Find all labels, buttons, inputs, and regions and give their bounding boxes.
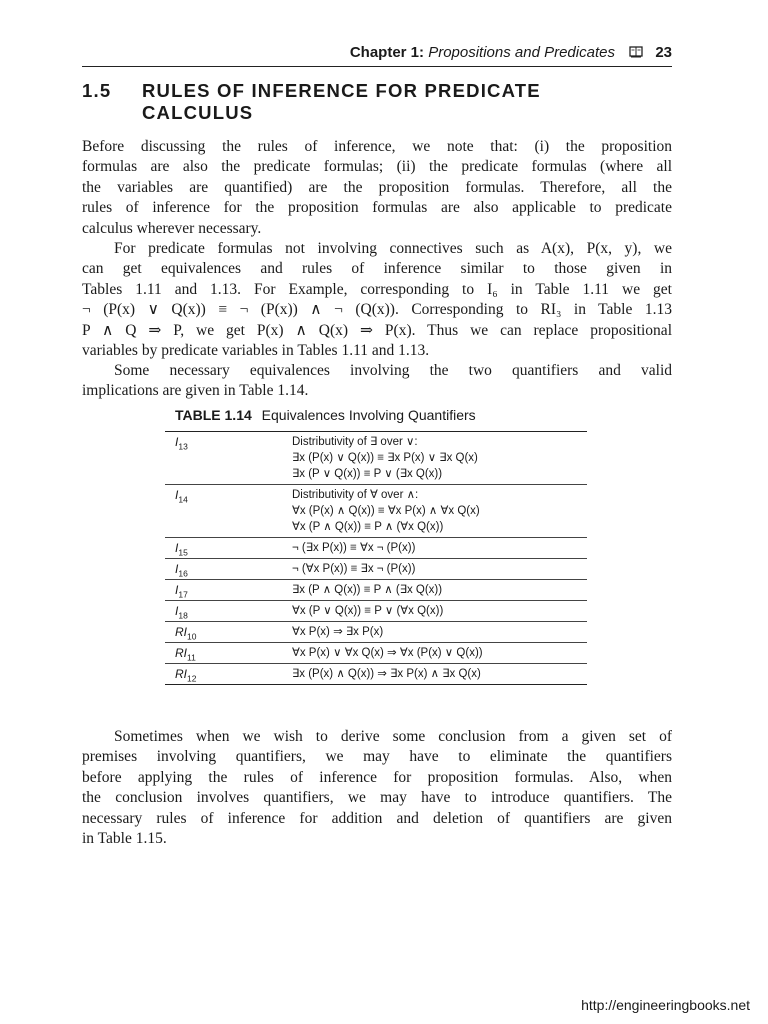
rule-subscript: 15 [178,547,188,558]
table-row [165,622,587,643]
table-row [165,601,587,622]
rule-label [175,646,196,662]
paragraph-quantifier-rules [82,727,672,849]
rule-expressions [292,643,587,663]
table-row [165,559,587,580]
table-title: Equivalences Involving Quantifiers [261,407,476,423]
running-header [82,42,672,67]
text-line: variables by predicate variables in Tables 1.11 and 1.13. [82,342,430,360]
text-line: formulas are also the predicate formulas; (ii) the predicate formulas (where all [82,158,672,176]
rule-expression: Distributivity of ∃ over ∨: [292,436,418,448]
table-row [165,485,587,538]
rule-name: I [175,435,179,449]
book-icon [629,46,643,58]
text-line: Some necessary equivalences involving the two quantifiers and valid [114,362,672,379]
rule-subscript: 17 [178,589,188,600]
table-row [165,643,587,664]
source-url: http://engineeringbooks.net [581,997,750,1013]
rule-expression: ∀x (P ∨ Q(x)) ≡ P ∨ (∀x Q(x)) [292,605,444,617]
text-line: premises involving quantifiers, we may have to eliminate the quantifiers [82,748,672,766]
rule-name: I [175,488,179,502]
rule-subscript: 12 [187,673,197,684]
rule-name: RI [175,625,187,639]
rule-expression: ∃x (P ∨ Q(x)) ≡ P ∨ (∃x Q(x)) [292,468,443,480]
text-line: the variables are quantified) are the proposition formulas. Therefore, all the [82,178,672,196]
rule-expression: ∃x (P(x) ∨ Q(x)) ≡ ∃x P(x) ∨ ∃x Q(x) [292,452,478,464]
text-line: before applying the rules of inference for proposition formulas. Also, when [82,768,672,786]
rule-name: RI [175,646,187,660]
text-line: For predicate formulas not involving connectives such as A(x), P(x, y), we [114,240,672,257]
rule-expression: ∃x (P ∧ Q(x)) ≡ P ∧ (∃x Q(x)) [292,584,443,596]
rule-expressions [292,432,587,484]
rule-subscript: 10 [187,631,197,642]
text-line: can get equivalences and rules of inference similar to those given in [82,260,672,278]
rule-label [175,562,188,578]
section-number: 1.5 [82,80,112,101]
table-row [165,432,587,485]
text-line: rules of inference for the proposition formulas are also applicable to predicate [82,199,672,217]
text-line: Tables 1.11 and 1.13. For Example, corresponding to I₆ in Table 1.11 we get [82,280,672,298]
rule-label [175,541,188,557]
rule-name: RI [175,667,187,681]
rule-name: I [175,583,179,597]
equivalences-table [165,431,587,685]
rule-name: I [175,604,179,618]
rule-expression: ∃x (P(x) ∧ Q(x)) ⇒ ∃x P(x) ∧ ∃x Q(x) [292,668,481,680]
rule-expressions [292,559,587,579]
rule-subscript: 14 [178,494,188,505]
text-line: implications are given in Table 1.14. [82,382,309,400]
rule-expression: ¬ (∃x P(x)) ≡ ∀x ¬ (P(x)) [292,542,416,554]
table-row [165,664,587,684]
rule-label [175,488,188,504]
rule-subscript: 18 [178,610,188,621]
section-heading [142,80,662,124]
rule-expressions [292,485,587,537]
rule-label [175,625,196,641]
chapter-title: Propositions and Predicates [428,44,615,61]
rule-expressions [292,538,587,558]
table-label: TABLE 1.14 [175,407,252,423]
rule-expressions [292,664,587,684]
rule-label [175,583,188,599]
text-line: P ∧ Q ⇒ P, we get P(x) ∧ Q(x) ⇒ P(x). Thus we can replace propositional [82,321,672,339]
chapter-label: Chapter 1: [349,44,425,61]
table-row [165,538,587,559]
rule-expression: ¬ (∀x P(x)) ≡ ∃x ¬ (P(x)) [292,563,416,575]
rule-expressions [292,622,587,642]
paragraph-predicate-formulas [82,239,672,361]
text-line: in Table 1.15. [82,830,167,848]
rule-expression: ∀x P(x) ∨ ∀x Q(x) ⇒ ∀x (P(x) ∨ Q(x)) [292,647,483,659]
rule-label [175,604,188,620]
text-line: necessary rules of inference for addition and deletion of quantifiers are given [82,809,672,827]
rule-name: I [175,541,179,555]
table-row [165,580,587,601]
rule-expression: ∀x (P ∧ Q(x)) ≡ P ∧ (∀x Q(x)) [292,521,444,533]
rule-subscript: 16 [178,568,188,579]
paragraph-equivalences [82,361,672,402]
rule-subscript: 11 [187,652,196,663]
text-line: Before discussing the rules of inference, we note that: (i) the proposition [82,138,672,155]
rule-subscript: 13 [178,441,188,452]
section-heading-line-2: CALCULUS [142,102,254,123]
table-caption [175,407,595,423]
rule-expression: Distributivity of ∀ over ∧: [292,489,419,501]
rule-expression: ∀x P(x) ⇒ ∃x P(x) [292,626,384,638]
text-line: calculus wherever necessary. [82,219,262,237]
section-heading-line-1: RULES OF INFERENCE FOR PREDICATE [142,80,541,101]
rule-label [175,667,196,683]
text-line: Sometimes when we wish to derive some conclusion from a given set of [114,728,672,745]
text-line: ¬ (P(x) ∨ Q(x)) ≡ ¬ (P(x)) ∧ ¬ (Q(x)). Corresponding to RI₃ in Table 1.13 [82,301,672,319]
rule-expressions [292,601,587,621]
rule-expression: ∀x (P(x) ∧ Q(x)) ≡ ∀x P(x) ∧ ∀x Q(x) [292,505,480,517]
text-line: the conclusion involves quantifiers, we may have to introduce quantifiers. The [82,789,672,807]
rule-name: I [175,562,179,576]
rule-label [175,435,188,451]
page-number: 23 [655,44,672,61]
paragraph-intro [82,137,672,239]
rule-expressions [292,580,587,600]
